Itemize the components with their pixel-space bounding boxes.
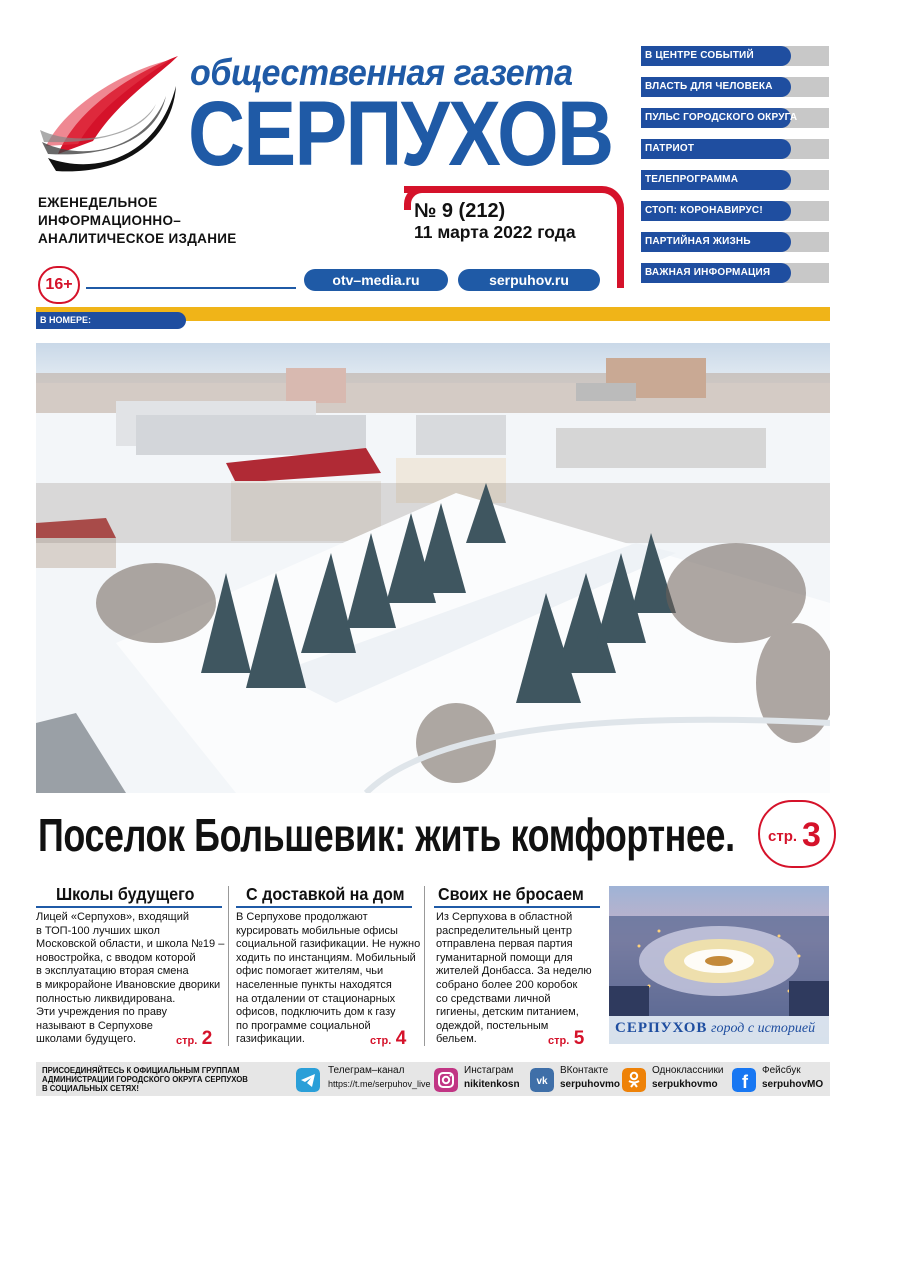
site-link-serpuhov[interactable]: serpuhov.ru	[458, 269, 600, 291]
issue-date: 11 марта 2022 года	[414, 222, 576, 242]
social-name: Инстаграм	[464, 1065, 514, 1076]
nav-item-label: ВЛАСТЬ ДЛЯ ЧЕЛОВЕКА	[641, 77, 791, 97]
social-telegram[interactable]	[296, 1068, 320, 1097]
text-line: социальной газификации. Не нужно	[236, 938, 421, 951]
thumbnail-subtitle: город с историей	[711, 1021, 816, 1036]
column-rule	[434, 906, 600, 908]
join-line: ПРИСОЕДИНЯЙТЕСЬ К ОФИЦИАЛЬНЫМ ГРУППАМ	[42, 1066, 240, 1075]
nav-item-covid[interactable]	[641, 201, 829, 221]
page-ref-number: 2	[201, 1028, 213, 1049]
nav-item-label: СТОП: КОРОНАВИРУС!	[641, 201, 791, 221]
main-photo	[36, 343, 830, 793]
join-line: В СОЦИАЛЬНЫХ СЕТЯХ!	[42, 1084, 139, 1093]
page-ref-label: стр.	[768, 828, 798, 845]
column-separator	[228, 886, 229, 1046]
svg-text:f: f	[742, 1072, 748, 1092]
masthead-title-small: общественная газета	[190, 52, 573, 93]
social-ok[interactable]	[622, 1068, 646, 1097]
column-page-ref[interactable]	[370, 1028, 406, 1050]
page-ref-label: стр.	[370, 1035, 392, 1047]
subtitle-line: ЕЖЕНЕДЕЛЬНОЕ	[38, 195, 158, 210]
text-line: отправлена первая партия	[436, 938, 573, 951]
vk-icon	[530, 1068, 554, 1092]
ok-icon	[622, 1068, 646, 1092]
page-ref-number: 4	[395, 1028, 407, 1049]
text-line: Из Серпухова в областной	[436, 911, 573, 923]
text-line: Московской области, и школа №19 –	[36, 938, 225, 951]
text-line: полностью ликвидирована.	[36, 992, 176, 1005]
column-title-gas[interactable]: С доставкой на дом	[246, 884, 405, 904]
text-line: газификации.	[236, 1033, 305, 1046]
social-handle[interactable]: serpukhovmo	[652, 1079, 718, 1090]
social-instagram[interactable]	[434, 1068, 458, 1097]
text-line: жителей Донбасса. За неделю	[436, 965, 592, 978]
nav-item-center-events[interactable]	[641, 46, 829, 66]
nav-item-tv[interactable]	[641, 170, 829, 190]
column-text-help	[436, 911, 606, 1047]
nav-item-label: ПУЛЬС ГОРОДСКОГО ОКРУГА	[641, 108, 791, 128]
social-name: Фейсбук	[762, 1065, 801, 1076]
nav-item-power[interactable]	[641, 77, 829, 97]
text-line: офисов, подключить дом к газу	[236, 1006, 396, 1019]
text-line: одеждой, постельным	[436, 1019, 549, 1032]
column-separator	[424, 886, 425, 1046]
age-rating-badge: 16+	[38, 266, 80, 304]
nav-item-pulse[interactable]	[641, 108, 829, 128]
column-title-schools[interactable]: Школы будущего	[56, 884, 195, 904]
text-line: в ТОП-100 лучших школ	[36, 924, 160, 937]
column-page-ref[interactable]	[548, 1028, 584, 1050]
text-line: новостройка, с вводом которой	[36, 951, 196, 964]
facebook-icon	[732, 1068, 756, 1092]
text-line: на отдалении от стационарных	[236, 992, 396, 1005]
masthead-subtitle	[38, 194, 298, 248]
text-line: распределительный центр	[436, 924, 572, 937]
newspaper-logo	[38, 46, 188, 181]
column-rule	[36, 906, 222, 908]
in-issue-label: В НОМЕРЕ:	[36, 312, 186, 329]
nav-item-label: ВАЖНАЯ ИНФОРМАЦИЯ	[641, 263, 791, 283]
text-line: офис помогает жителям, чьи	[236, 965, 384, 978]
social-name: Телеграм–канал	[328, 1065, 405, 1076]
divider	[86, 287, 296, 289]
text-line: гигиены, детским питанием,	[436, 1006, 579, 1019]
text-line: Эти учреждения по праву	[36, 1006, 168, 1019]
text-line: по программе социальной	[236, 1019, 371, 1032]
social-handle[interactable]: nikitenkosn	[464, 1079, 520, 1090]
social-handle[interactable]: https://t.me/serpuhov_live	[328, 1079, 431, 1089]
text-line: Лицей «Серпухов», входящий	[36, 911, 189, 923]
issue-number: № 9 (212)	[414, 200, 506, 222]
site-link-otv-media[interactable]: otv–media.ru	[304, 269, 448, 291]
social-handle[interactable]: serpuhovMO	[762, 1079, 824, 1090]
social-handle[interactable]: serpuhovmo	[560, 1079, 621, 1090]
text-line: в микрорайоне Ивановские дворики	[36, 978, 221, 991]
text-line: В Серпухове продолжают	[236, 911, 368, 923]
column-title-help[interactable]: Своих не бросаем	[438, 884, 584, 904]
thumbnail-title: СЕРПУХОВ	[615, 1020, 708, 1036]
telegram-icon	[296, 1068, 320, 1092]
page-ref-number: 3	[802, 816, 821, 854]
main-page-ref[interactable]	[758, 800, 836, 868]
column-page-ref[interactable]	[176, 1028, 212, 1050]
nav-item-label: ПАТРИОТ	[641, 139, 791, 159]
join-us-text	[42, 1066, 292, 1093]
text-line: со средствами личной	[436, 992, 551, 1005]
text-line: называют в Серпухове	[36, 1019, 153, 1032]
nav-item-label: В ЦЕНТРЕ СОБЫТИЙ	[641, 46, 791, 66]
instagram-icon	[434, 1068, 458, 1092]
page-ref-label: стр.	[548, 1035, 570, 1047]
text-line: ходить по инстанциям. Мобильный	[236, 951, 416, 964]
text-line: курсировать мобильные офисы	[236, 924, 398, 937]
text-line: школами будущего.	[36, 1033, 137, 1046]
nav-item-patriot[interactable]	[641, 139, 829, 159]
subtitle-line: АНАЛИТИЧЕСКОЕ ИЗДАНИЕ	[38, 231, 237, 246]
column-text-gas	[236, 911, 422, 1047]
join-line: АДМИНИСТРАЦИИ ГОРОДСКОГО ОКРУГА СЕРПУХОВ	[42, 1075, 248, 1084]
text-line: в эксплуатацию вторая смена	[36, 965, 189, 978]
nav-item-label: ТЕЛЕПРОГРАММА	[641, 170, 791, 190]
nav-item-important[interactable]	[641, 263, 829, 283]
column-rule	[236, 906, 412, 908]
section-nav	[641, 46, 829, 294]
subtitle-line: ИНФОРМАЦИОННО–	[38, 213, 182, 228]
page-ref-number: 5	[573, 1028, 585, 1049]
nav-item-label: ПАРТИЙНАЯ ЖИЗНЬ	[641, 232, 791, 252]
social-name: ВКонтакте	[560, 1065, 609, 1076]
city-thumbnail[interactable]	[609, 886, 829, 1044]
text-line: собрано более 200 коробок	[436, 978, 578, 991]
nav-item-party[interactable]	[641, 232, 829, 252]
social-facebook[interactable]	[732, 1068, 756, 1097]
svg-text:vk: vk	[536, 1076, 548, 1087]
text-line: бельем.	[436, 1033, 477, 1046]
column-text-schools	[36, 911, 226, 1047]
text-line: гуманитарной помощи для	[436, 951, 573, 964]
social-name: Одноклассники	[652, 1065, 724, 1076]
text-line: населенные пункты находятся	[236, 978, 392, 991]
masthead-title: СЕРПУХОВ	[188, 83, 613, 185]
page-ref-label: стр.	[176, 1035, 198, 1047]
main-headline[interactable]: Поселок Большевик: жить комфортнее.	[38, 809, 735, 861]
social-vk[interactable]	[530, 1068, 554, 1097]
